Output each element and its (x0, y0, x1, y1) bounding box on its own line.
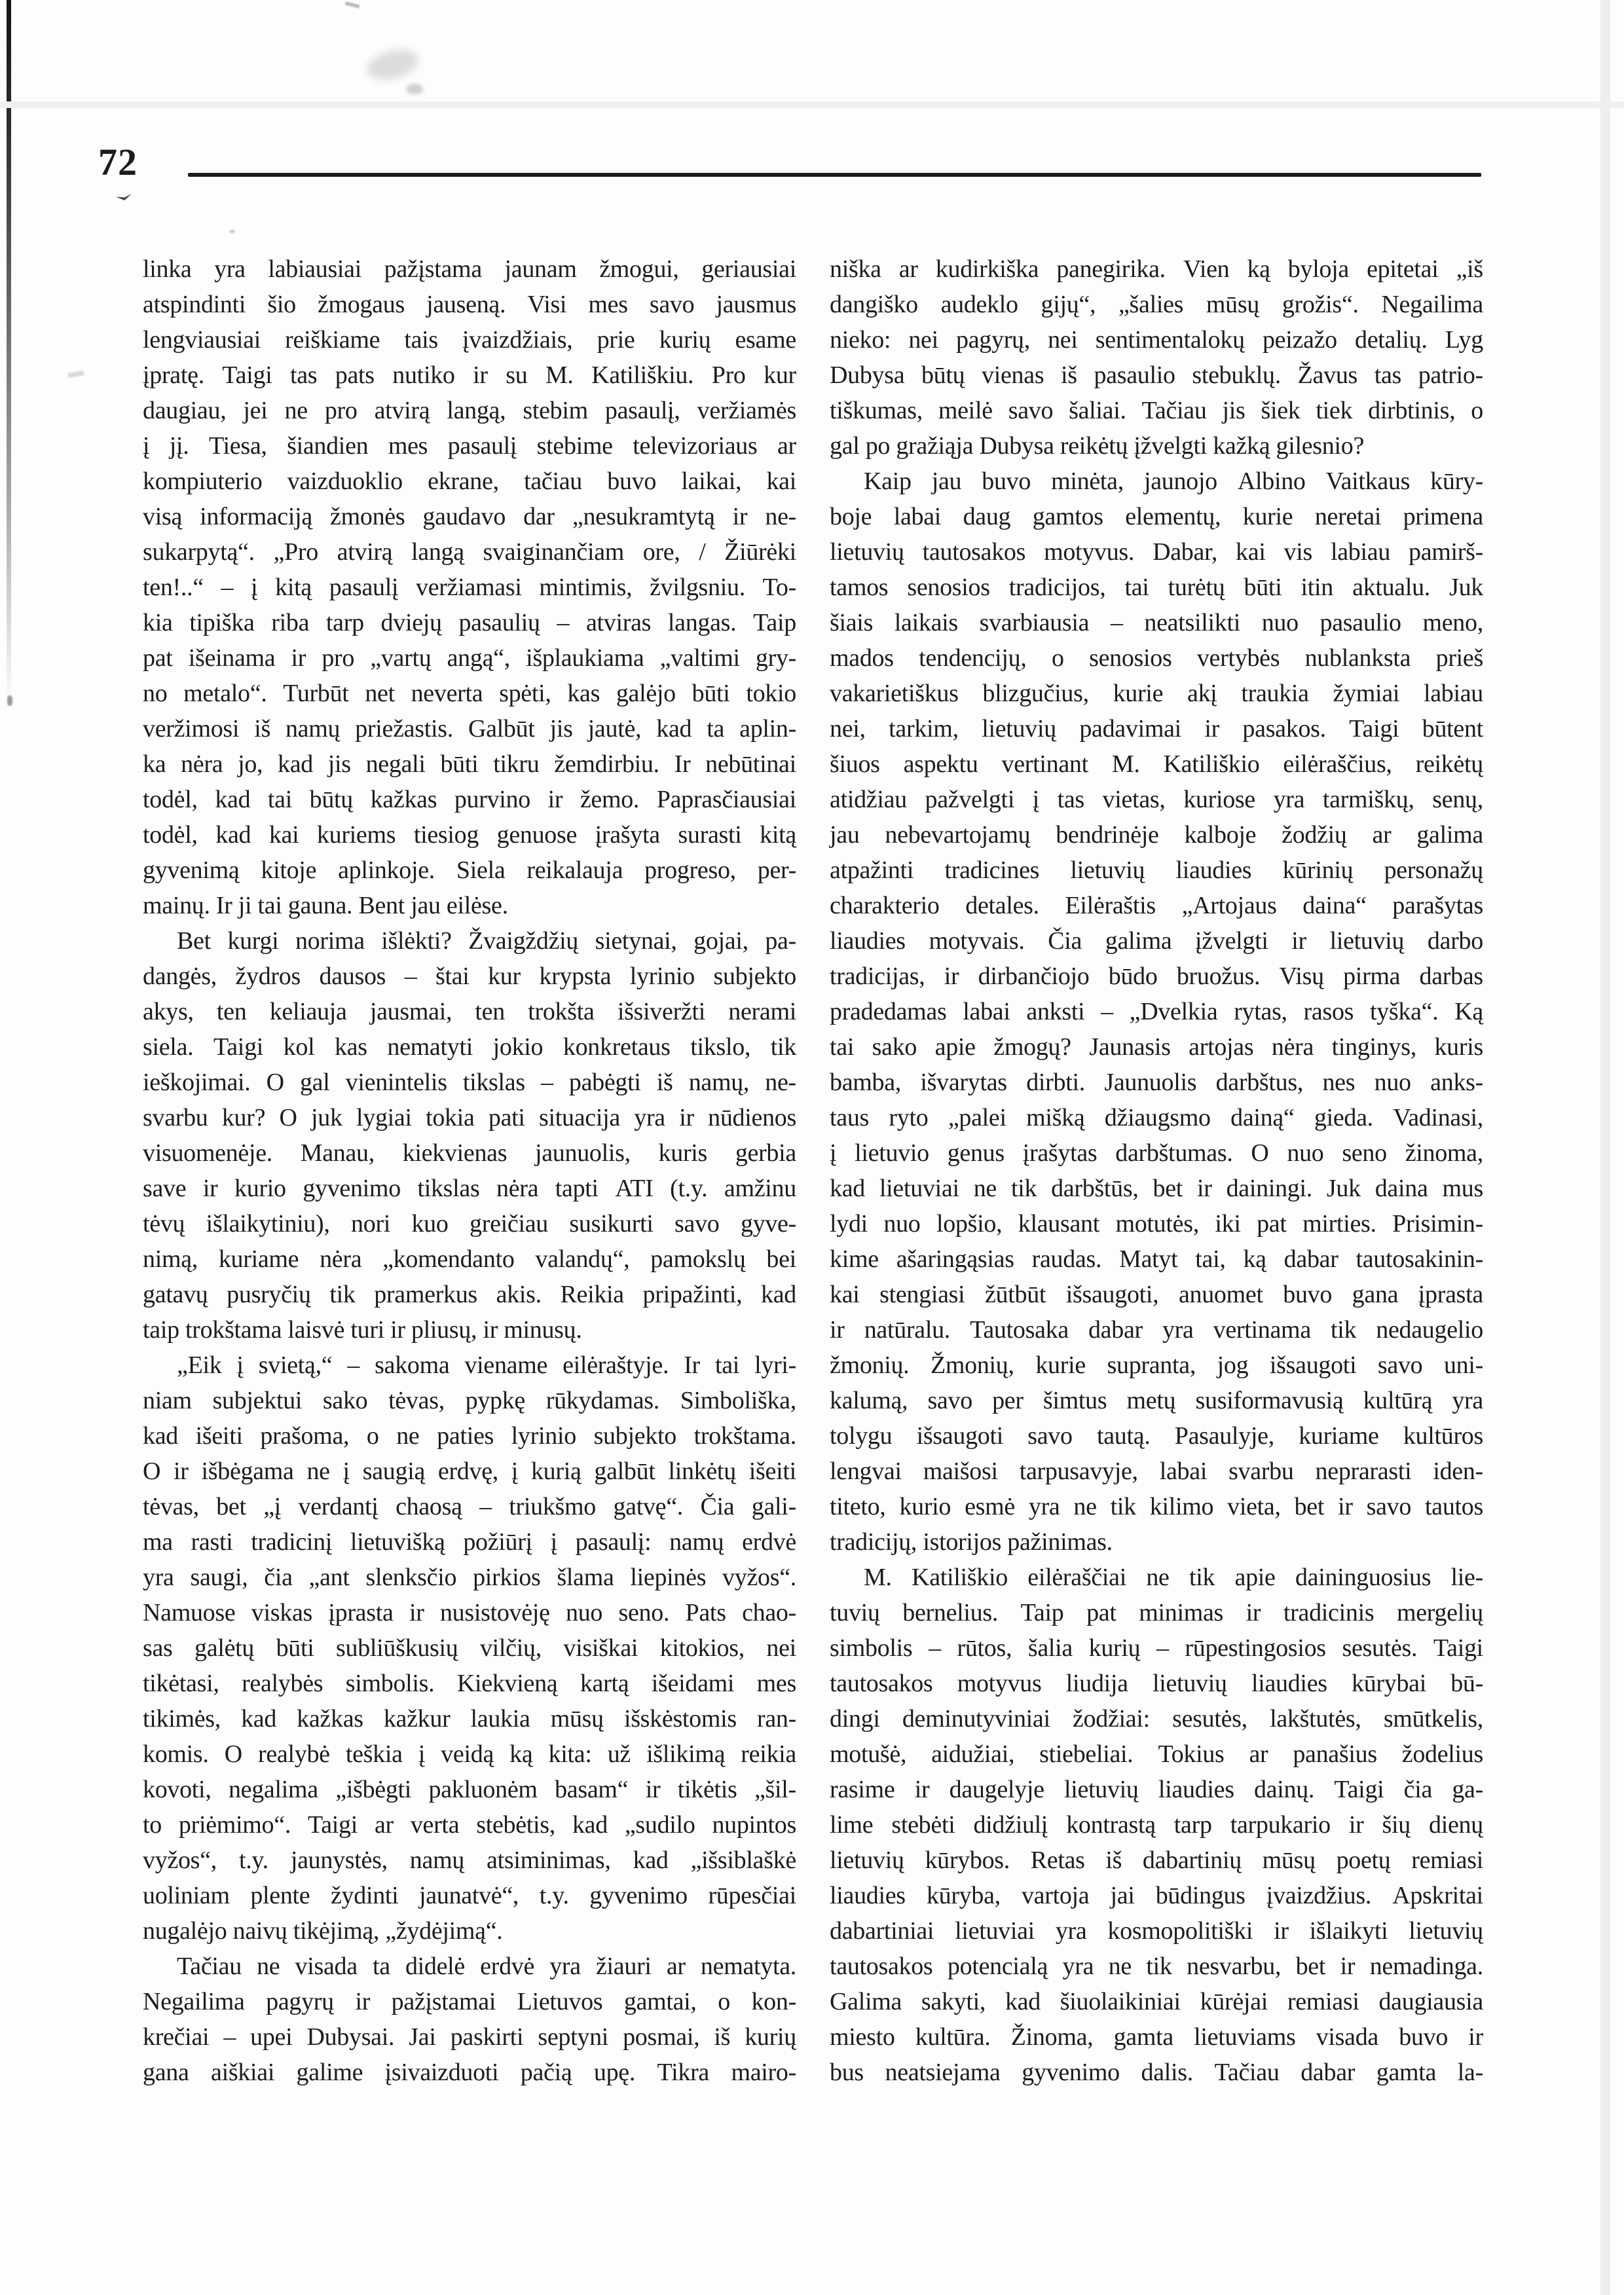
header-rule (188, 173, 1481, 177)
text-line: nugalėjo naivų tikėjimą, „žydėjimą“. (143, 1917, 503, 1945)
text-column-right (830, 251, 1483, 2090)
text-line: liaudies kūryba, vartoja jai būdingus įvaizdžius. Apskritai (830, 1882, 1483, 1909)
text-line: dangės, žydros dausos – štai kur krypsta lyrinio subjekto (143, 963, 796, 990)
text-line: lime stebėti didžiulį kontrastą tarp tarpukario ir šių dienų (830, 1811, 1483, 1839)
text-line: atpažinti tradicines lietuvių liaudies kūrinių personažų (830, 856, 1483, 884)
text-line: nimą, kuriame nėra „komendanto valandų“, pamokslų bei (143, 1245, 796, 1273)
text-line: kai stengiasi žūtbūt išsaugoti, anuomet buvo gana įprasta (830, 1281, 1483, 1308)
text-line: sukarpytą“. „Pro atvirą langą svaiginančiam ore, / Žiūrėki (143, 538, 796, 566)
text-line: svarbu kur? O juk lygiai tokia pati situacija yra ir nūdienos (143, 1104, 796, 1131)
scan-smudge (364, 45, 422, 84)
scan-speck (345, 1, 360, 8)
text-line: pradedamas labai anksti – „Dvelkia rytas, rasos tyška“. Ką (830, 998, 1483, 1025)
text-line: lietuvių tautosakos motyvus. Dabar, kai vis labiau pamirš- (830, 538, 1483, 566)
text-line: miesto kultūra. Žinoma, gamta lietuviams visada buvo ir (830, 2023, 1483, 2051)
text-line: gal po gražiąja Dubysa reikėtų įžvelgti kažką gilesnio? (830, 432, 1365, 460)
text-line: vakarietiškus blizgučius, kurie akį traukia žymiai labiau (830, 680, 1483, 707)
text-line: lietuvių kūrybos. Retas iš dabartinių mūsų poetų remiasi (830, 1846, 1483, 1874)
text-line: pat išeinama ir pro „vartų angą“, išplaukiama „valtimi gry- (143, 644, 796, 672)
text-line: gana aiškiai galime įsivaizduoti pačią upę. Tikra mairo- (143, 2059, 796, 2086)
text-line: kompiuterio vaizduoklio ekrane, tačiau buvo laikai, kai (143, 468, 796, 495)
text-line: tautosakos potencialą yra ne tik nesvarbu, bet ir nemadinga. (830, 1953, 1483, 1980)
text-line: sas galėtų būti subliūškusių vilčių, visiškai kitokios, nei (143, 1634, 796, 1662)
text-line: vyžos“, t.y. jaunystės, namų atsiminimas, kad „išsiblaškė (143, 1846, 796, 1874)
scan-band-horizontal (0, 101, 1624, 108)
text-line: Negailima pagyrų ir pažįstamai Lietuvos gamtai, o kon- (143, 1988, 796, 2015)
text-column-left (143, 251, 796, 2090)
text-line: kalumą, savo per šimtus metų susiformavusią kultūrą yra (830, 1387, 1483, 1414)
scan-band-vertical (1600, 0, 1610, 2295)
text-line: tėvų išlaikytiniu), nori kuo greičiau susikurti savo gyve- (143, 1210, 796, 1238)
text-line: boje labai daug gamtos elementų, kurie neretai primena (830, 503, 1483, 530)
text-line: lydi nuo lopšio, klausant motutės, iki pat mirties. Prisimin- (830, 1210, 1483, 1238)
text-line: kia tipiška riba tarp dviejų pasaulių – atviras langas. Taip (143, 609, 796, 636)
text-line: gyvenimą kitoje aplinkoje. Siela reikalauja progreso, per- (143, 856, 796, 884)
text-line: tamos senosios tradicijos, tai turėtų būti itin aktualu. Juk (830, 574, 1483, 601)
text-line: save ir kurio gyvenimo tikslas nėra tapti ATI (t.y. amžinu (143, 1175, 796, 1202)
text-line: Tačiau ne visada ta didelė erdvė yra žiauri ar nematyta. (177, 1953, 796, 1980)
text-line: akys, ten keliauja jausmai, ten trokšta išsiveržti nerami (143, 998, 796, 1025)
text-line: Bet kurgi norima išlėkti? Žvaigždžių sietynai, gojai, pa- (177, 927, 796, 955)
text-line: šiuos aspektu vertinant M. Katiliškio eilėraščius, reikėtų (830, 750, 1483, 778)
text-line: O ir išbėgama ne į saugią erdvę, į kurią galbūt linkėtų išeiti (143, 1458, 796, 1485)
text-line: no metalo“. Turbūt net neverta spėti, kas galėjo būti tokio (143, 680, 796, 707)
text-line: į jį. Tiesa, šiandien mes pasaulį stebime televizoriaus ar (143, 432, 796, 460)
text-line: ma rasti tradicinį lietuvišką požiūrį į pasaulį: namų erdvė (143, 1528, 796, 1556)
text-line: Namuose viskas įprasta ir nusistovėję nuo seno. Pats chao- (143, 1599, 796, 1626)
text-line: to priėmimo“. Taigi ar verta stebėtis, kad „sudilo nupintos (143, 1811, 796, 1839)
text-line: tėvas, bet „į verdantį chaosą – triukšmo gatvę“. Čia gali- (143, 1493, 796, 1520)
text-line: ieškojimai. O gal vienintelis tikslas – pabėgti iš namų, ne- (143, 1069, 796, 1096)
text-line: šiais laikais svarbiausia – neatsilikti nuo pasaulio meno, (830, 609, 1483, 636)
text-line: charakterio detales. Eilėraštis „Artojaus daina“ parašytas (830, 892, 1483, 919)
text-line: linka yra labiausiai pažįstama jaunam žmogui, geriausiai (143, 255, 796, 283)
text-line: žmonių. Žmonių, kurie supranta, jog išsaugoti savo uni- (830, 1351, 1483, 1379)
text-line: daugiau, jei ne pro atvirą langą, stebim pasaulį, veržiamės (143, 397, 796, 424)
text-line: tai sako apie žmogų? Jaunasis artojas nėra tinginys, kuris (830, 1033, 1483, 1061)
text-line: Galima sakyti, kad šiuolaikiniai kūrėjai remiasi daugiausia (830, 1988, 1483, 2015)
text-line: taus ryto „palei mišką džiaugsmo dainą“ gieda. Vadinasi, (830, 1104, 1483, 1131)
text-line: Kaip jau buvo minėta, jaunojo Albino Vaitkaus kūry- (864, 468, 1483, 495)
page-number: 72 (98, 141, 138, 183)
text-line: titeto, kurio esmė yra ne tik kilimo vieta, bet ir savo tautos (830, 1493, 1483, 1520)
text-line: tradicijų, istorijos pažinimas. (830, 1528, 1113, 1556)
text-line: ir natūralu. Tautosaka dabar yra vertinama tik nedaugelio (830, 1316, 1483, 1344)
text-line: todėl, kad kai kuriems tiesiog genuose įrašyta surasti kitą (143, 821, 796, 849)
text-line: visuomenėje. Manau, kiekvienas jaunuolis, kuris gerbia (143, 1139, 796, 1167)
text-line: Dubysa būtų vienas iš pasaulio stebuklų. Žavus tas patrio- (830, 361, 1483, 389)
text-line: visą informaciją žmonės gaudavo dar „nesukramtytą ir ne- (143, 503, 796, 530)
text-line: lengvai maišosi tarpusavyje, labai svarbu neprarasti iden- (830, 1458, 1483, 1485)
text-line: tikimės, kad kažkas kažkur laukia mūsų išskėstomis ran- (143, 1705, 796, 1733)
text-line: tolygu išsaugoti savo tautą. Pasaulyje, kuriame kultūros (830, 1422, 1483, 1450)
text-line: į lietuvio genus įrašytas darbštumas. O nuo seno žinoma, (830, 1139, 1483, 1167)
text-line: tradicijas, ir dirbančiojo būdo bruožus. Visų pirma darbas (830, 963, 1483, 990)
scan-speck (7, 695, 12, 706)
text-line: veržimosi iš namų priežastis. Galbūt jis jautė, kad ta aplin- (143, 715, 796, 743)
text-line: motušė, aidužiai, stiebeliai. Tokius ar panašius žodelius (830, 1740, 1483, 1768)
text-line: nei, tarkim, lietuvių padavimai ir pasakos. Taigi būtent (830, 715, 1483, 743)
text-line: lengviausiai reiškiame tais įvaizdžiais, prie kurių esame (143, 326, 796, 354)
scan-speck (116, 194, 132, 200)
text-line: jau nebevartojamų bendrinėje kalboje žodžių ar galima (830, 821, 1483, 849)
text-line: bamba, išvarytas dirbti. Jaunuolis darbštus, nes nuo anks- (830, 1069, 1483, 1096)
text-line: M. Katiliškio eilėraščiai ne tik apie daininguosius lie- (864, 1564, 1483, 1591)
text-line: ka nėra jo, kad jis negali būti tikru žemdirbiu. Ir nebūtinai (143, 750, 796, 778)
text-line: tikėtasi, realybės simbolis. Kiekvieną kartą išeidami mes (143, 1670, 796, 1697)
text-line: tuvių bernelius. Taip pat minimas ir tradicinis mergelių (830, 1599, 1483, 1626)
text-line: yra saugi, čia „ant slenksčio pirkios šlama liepinės vyžos“. (143, 1564, 796, 1591)
text-line: atspindinti šio žmogaus jauseną. Visi mes savo jausmus (143, 291, 796, 318)
text-line: tiškumas, meilė savo šaliai. Tačiau jis šiek tiek dirbtinis, o (830, 397, 1483, 424)
text-line: mainų. Ir ji tai gauna. Bent jau eilėse. (143, 892, 508, 919)
text-line: bus neatsiejama gyvenimo dalis. Tačiau dabar gamta la- (830, 2059, 1483, 2086)
text-line: ten!..“ – į kitą pasaulį veržiamasi mintimis, žvilgsniu. To- (143, 574, 796, 601)
text-line: niam subjektui sako tėvas, pypkę rūkydamas. Simboliška, (143, 1387, 796, 1414)
text-line: tautosakos motyvus liudija lietuvių liaudies kūrybai bū- (830, 1670, 1483, 1697)
text-line: komis. O realybė teškia į veidą ką kita: už išlikimą reikia (143, 1740, 796, 1768)
text-line: kime ašaringąsias raudas. Matyt tai, ką dabar tautosakinin- (830, 1245, 1483, 1273)
scan-edge-line (7, 0, 11, 704)
text-line: kad išeiti prašoma, o ne paties lyrinio subjekto trokštama. (143, 1422, 796, 1450)
text-line: įpratę. Taigi tas pats nutiko ir su M. Katiliškiu. Pro kur (143, 361, 796, 389)
text-line: nieko: nei pagyrų, nei sentimentalokų peizažo detalių. Lyg (830, 326, 1483, 354)
text-line: krečiai – upei Dubysai. Jai paskirti septyni posmai, iš kurių (143, 2023, 796, 2051)
text-line: mados tendencijų, o senosios vertybės nublanksta prieš (830, 644, 1483, 672)
text-line: „Eik į svietą,“ – sakoma viename eilėraštyje. Ir tai lyri- (177, 1351, 796, 1379)
text-line: liaudies motyvais. Čia galima įžvelgti ir lietuvių darbo (830, 927, 1483, 955)
text-line: dingi deminutyviniai žodžiai: sesutės, lakštutės, smūtkelis, (830, 1705, 1483, 1733)
text-line: kovoti, negalima „išbėgti pakluonėm basam“ ir tikėtis „šil- (143, 1776, 796, 1803)
scan-smudge (406, 84, 423, 94)
text-line: rasime ir daugelyje lietuvių liaudies dainų. Taigi čia ga- (830, 1776, 1483, 1803)
text-line: atidžiau pažvelgti į tas vietas, kuriose yra tarmiškų, senų, (830, 786, 1483, 813)
text-line: kad lietuviai ne tik darbštūs, bet ir dainingi. Juk daina mus (830, 1175, 1483, 1202)
scan-speck (68, 371, 84, 378)
text-line: siela. Taigi kol kas nematyti jokio konkretaus tikslo, tik (143, 1033, 796, 1061)
text-line: taip trokštama laisvė turi ir pliusų, ir minusų. (143, 1316, 582, 1344)
text-line: niška ar kudirkiška panegirika. Vien ką byloja epitetai „iš (830, 255, 1483, 283)
text-line: dabartiniai lietuviai yra kosmopolitiški ir išlaikyti lietuvių (830, 1917, 1483, 1945)
text-line: uoliniam plente žydinti jaunatvė“, t.y. gyvenimo rūpesčiai (143, 1882, 796, 1909)
text-line: simbolis – rūtos, šalia kurių – rūpestingosios sesutės. Taigi (830, 1634, 1483, 1662)
scan-speck (229, 230, 235, 233)
text-line: gatavų pusryčių tik pramerkus akis. Reikia pripažinti, kad (143, 1281, 796, 1308)
text-line: todėl, kad tai būtų kažkas purvino ir žemo. Paprasčiausiai (143, 786, 796, 813)
text-line: dangiško audeklo gijų“, „šalies mūsų grožis“. Negailima (830, 291, 1483, 318)
